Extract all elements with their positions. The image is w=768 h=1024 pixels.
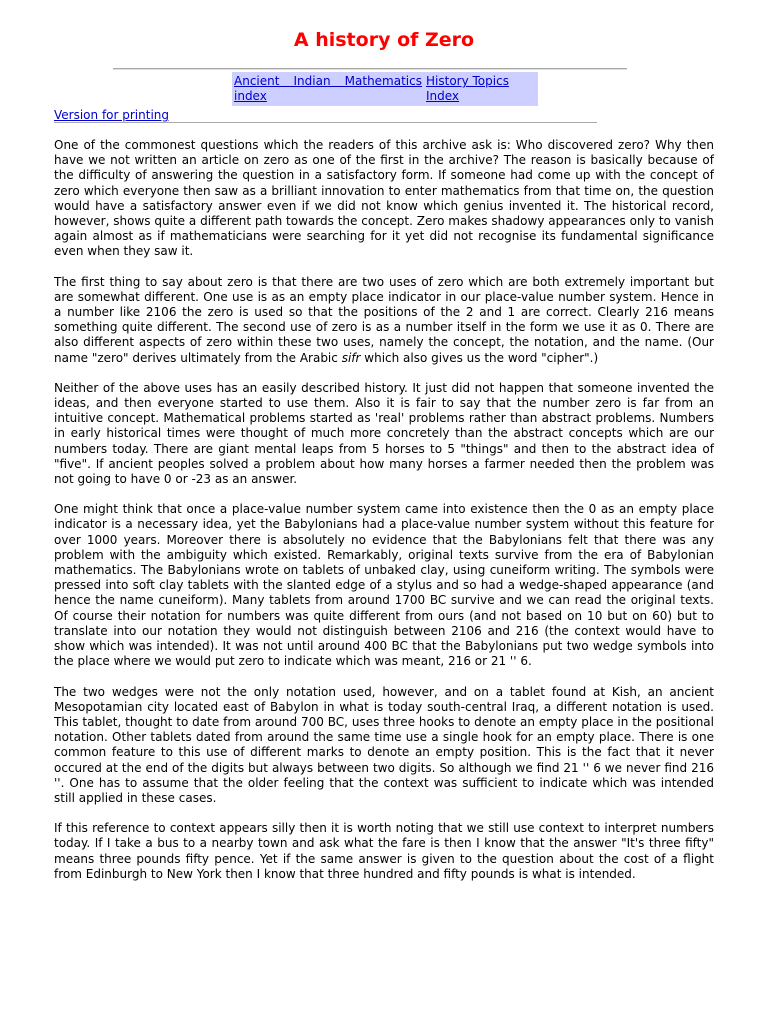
paragraph: If this reference to context appears silly then it is worth noting that we still use context to interpret numbers today. If I take a bus to a nearby town and ask what the fare is then I know that the answer "It's three fifty" means three pounds fifty pence. Yet if the same answer is given to the question about the cost of a flight from Edinburgh to New York then I know that three hundred and fifty pounds is what is intended. <box>54 821 714 881</box>
nav-bar <box>232 72 538 106</box>
paragraph <box>54 275 714 366</box>
top-divider <box>113 68 627 70</box>
ancient-indian-mathematics-index-link[interactable]: Ancient Indian Mathematics index <box>234 74 422 103</box>
content-divider <box>54 122 597 123</box>
paragraph-text: The first thing to say about zero is that there are two uses of zero which are both extremely important but are somewhat different. One use is as an empty place indicator in our place-value number system. Hence in a number like 2106 the zero is used so that the positions of the 2 and 1 are correct. Clearly 216 means something quite different. The second use of zero is as a number itself in the form we use it as 0. There are also different aspects of zero within these two uses, namely the concept, the notation, and the name. (Our name "zero" derives ultimately from the Arabic <box>54 274 714 365</box>
article-body <box>54 138 714 897</box>
paragraph: The two wedges were not the only notation used, however, and on a tablet found at Kish, an ancient Mesopotamian city located east of Babylon in what is today south-central Iraq, a different notation is used. This tablet, thought to date from around 700 BC, uses three hooks to denote an empty place in the positional notation. Other tablets dated from around the same time use a single hook for an empty place. There is one common feature to this use of different marks to denote an empty position. This is the fact that it never occured at the end of the digits but always between two digits. So although we find 21 '' 6 we never find 216 ''. One has to assume that the older feeling that the context was sufficient to indicate which was intended still applied in these cases. <box>54 684 714 805</box>
paragraph-text-tail: which also gives us the word "cipher".) <box>364 350 599 365</box>
paragraph: Neither of the above uses has an easily described history. It just did not happen that someone invented the ideas, and then everyone started to use them. Also it is fair to say that the number zero is far from an intuitive concept. Mathematical problems started as 'real' problems rather than abstract problems. Numbers in early historical times were thought of much more concretely than the abstract concepts which are our numbers today. There are giant mental leaps from 5 horses to 5 "things" and then to the abstract idea of "five". If ancient peoples solved a problem about how many horses a farmer needed then the problem was not going to have 0 or -23 as an answer. <box>54 380 714 487</box>
page-title: A history of Zero <box>293 29 475 51</box>
history-topics-index-link[interactable]: History Topics Index <box>426 74 509 103</box>
arabic-word: sifr <box>341 350 361 365</box>
paragraph: One might think that once a place-value number system came into existence then the 0 as an empty place indicator is a necessary idea, yet the Babylonians had a place-value number system without this feature for over 1000 years. Moreover there is absolutely no evidence that the Babylonians felt that there was any problem with the ambiguity which existed. Remarkably, original texts survive from the era of Babylonian mathematics. The Babylonians wrote on tablets of unbaked clay, using cuneiform writing. The symbols were pressed into soft clay tablets with the slanted edge of a stylus and so had a wedge-shaped appearance (and hence the name cuneiform). Many tablets from around 1700 BC survive and we can read the original texts. Of course their notation for numbers was quite different from ours (and not based on 10 but on 60) but to translate into our notation they would not distinguish between 2106 and 216 (the context would have to show which was intended). It was not until around 400 BC that the Babylonians put two wedge symbols into the place where we would put zero to indicate which was meant, 216 or 21 '' 6. <box>54 502 714 669</box>
paragraph: One of the commonest questions which the readers of this archive ask is: Who discovered zero? Why then have we not written an article on zero as one of the first in the archive? The reason is basically because of the difficulty of answering the question in a satisfactory form. If someone had come up with the concept of zero which everyone then saw as a brilliant innovation to enter mathematics from that time on, the question would have a satisfactory answer even if we did not know which genius invented it. The historical record, however, shows quite a different path towards the concept. Zero makes shadowy appearances only to vanish again almost as if mathematicians were searching for it yet did not recognise its fundamental significance even when they saw it. <box>54 138 714 259</box>
version-for-printing-link[interactable]: Version for printing <box>54 108 170 122</box>
